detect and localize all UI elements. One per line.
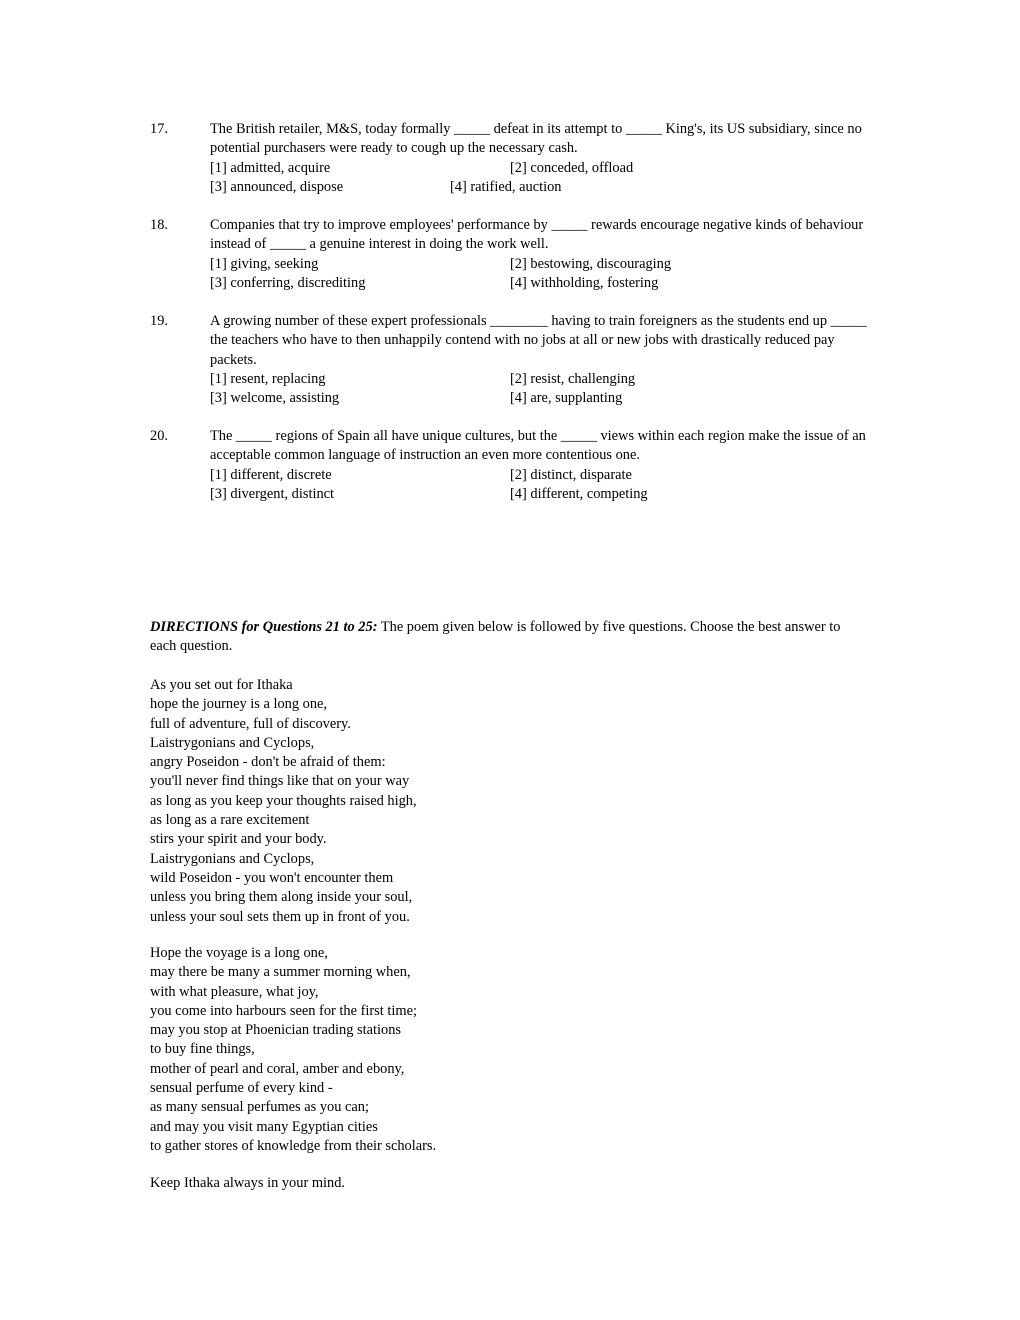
- question-text: The British retailer, M&S, today formally _____ defeat in its attempt to _____ King's, its US subsidiary, since no potential purchasers were ready to cough up the necessary cash.: [210, 121, 862, 157]
- poem-line: with what pleasure, what joy,: [150, 983, 319, 1000]
- poem-stanza-2: [150, 944, 850, 1156]
- poem-line: to gather stores of knowledge from their scholars.: [150, 1137, 437, 1154]
- poem-line: full of adventure, full of discovery.: [150, 715, 351, 732]
- option-1: [1] resent, replacing: [210, 370, 326, 387]
- question-number: 19.: [150, 313, 168, 329]
- poem-stanza-3: [150, 1174, 850, 1193]
- options-row: [210, 178, 880, 197]
- poem-line: angry Poseidon - don't be afraid of them:: [150, 754, 386, 771]
- option-2: [2] bestowing, discouraging: [510, 255, 672, 272]
- options-row: [210, 466, 880, 485]
- option-2: [2] distinct, disparate: [510, 466, 632, 483]
- poem-line: wild Poseidon - you won't encounter them: [150, 869, 394, 886]
- poem-line: as long as a rare excitement: [150, 812, 310, 829]
- options-row: [210, 389, 880, 408]
- option-3: [3] conferring, discrediting: [210, 274, 366, 291]
- option-3: [3] divergent, distinct: [210, 485, 335, 502]
- option-1: [1] giving, seeking: [210, 255, 319, 272]
- poem-line: Laistrygonians and Cyclops,: [150, 734, 315, 751]
- poem-line: hope the journey is a long one,: [150, 696, 328, 713]
- directions-text: The poem given below is followed by five questions. Choose the best answer to each question.: [150, 619, 841, 655]
- poem-line: and may you visit many Egyptian cities: [150, 1118, 378, 1135]
- question-body: [210, 312, 880, 408]
- option-2: [2] resist, challenging: [510, 370, 636, 387]
- directions-heading: DIRECTIONS for Questions 21 to 25:: [150, 619, 378, 635]
- option-4: [4] are, supplanting: [510, 390, 623, 407]
- question-text: The _____ regions of Spain all have unique cultures, but the _____ views within each region make the issue of an acceptable common language of instruction an even more contentious one.: [210, 428, 866, 464]
- poem-stanza-1: [150, 676, 850, 927]
- option-4: [4] ratified, auction: [450, 178, 562, 195]
- poem-line: as long as you keep your thoughts raised high,: [150, 792, 417, 809]
- question-number: 18.: [150, 217, 168, 233]
- question-number: 17.: [150, 121, 168, 137]
- poem-line: mother of pearl and coral, amber and ebony,: [150, 1060, 405, 1077]
- poem-line: stirs your spirit and your body.: [150, 831, 327, 848]
- directions-paragraph: [150, 618, 865, 657]
- question-text: Companies that try to improve employees' performance by _____ rewards encourage negative kinds of behaviour instead of _____ a genuine interest in doing the work well.: [210, 217, 864, 253]
- options-row: [210, 159, 880, 178]
- options-row: [210, 485, 880, 504]
- option-2: [2] conceded, offload: [510, 159, 634, 176]
- option-3: [3] welcome, assisting: [210, 390, 340, 407]
- poem-line: may there be many a summer morning when,: [150, 964, 411, 981]
- poem-line: unless you bring them along inside your soul,: [150, 889, 413, 906]
- question-body: [210, 216, 880, 293]
- question-number: 20.: [150, 428, 168, 444]
- poem-line: you come into harbours seen for the first time;: [150, 1002, 417, 1019]
- question-body: [210, 120, 880, 197]
- poem-line: you'll never find things like that on your way: [150, 773, 410, 790]
- poem-line: Laistrygonians and Cyclops,: [150, 850, 315, 867]
- option-3: [3] announced, dispose: [210, 178, 344, 195]
- poem-line: may you stop at Phoenician trading stations: [150, 1022, 401, 1039]
- question-text: A growing number of these expert professionals ________ having to train foreigners as the students end up _____ the teachers who have to then unhappily contend with no jobs at all or new jobs with drastically reduced pay packets.: [210, 313, 867, 368]
- option-1: [1] admitted, acquire: [210, 159, 331, 176]
- option-4: [4] withholding, fostering: [510, 274, 659, 291]
- option-1: [1] different, discrete: [210, 466, 332, 483]
- poem-line: Hope the voyage is a long one,: [150, 945, 328, 961]
- options-row: [210, 370, 880, 389]
- poem-line: sensual perfume of every kind -: [150, 1080, 333, 1097]
- question-body: [210, 427, 880, 504]
- options-row: [210, 274, 880, 293]
- poem-line: Keep Ithaka always in your mind.: [150, 1175, 346, 1191]
- option-4: [4] different, competing: [510, 485, 648, 502]
- poem-line: to buy fine things,: [150, 1041, 255, 1058]
- options-row: [210, 255, 880, 274]
- poem-line: As you set out for Ithaka: [150, 677, 293, 693]
- poem-line: as many sensual perfumes as you can;: [150, 1099, 369, 1116]
- poem-line: unless your soul sets them up in front of you.: [150, 908, 410, 925]
